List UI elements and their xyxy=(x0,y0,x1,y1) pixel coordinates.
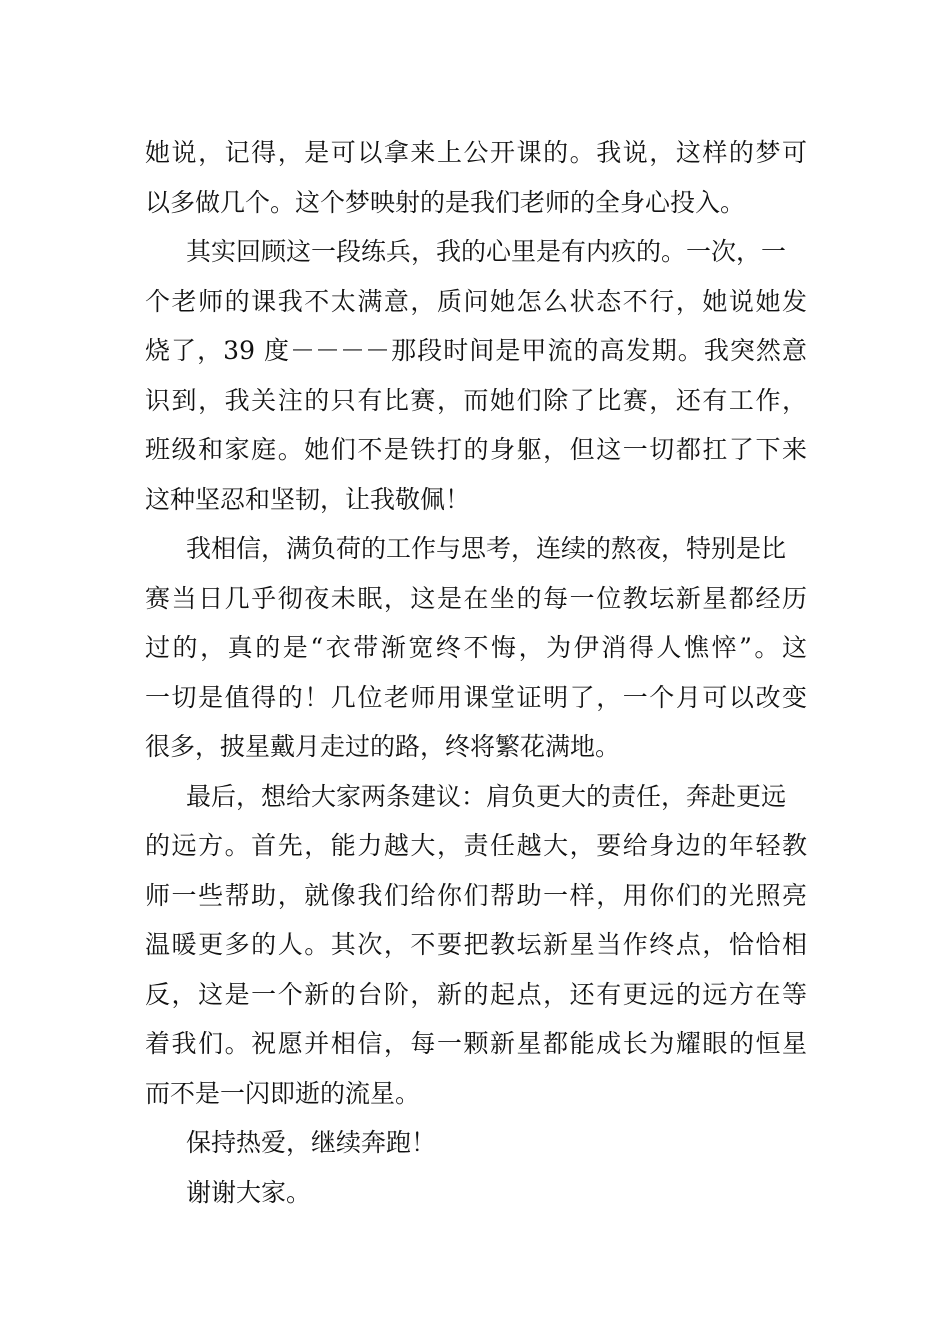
text-line: 这种坚忍和坚韧，让我敬佩！ xyxy=(145,484,471,514)
text-line: 班级和家庭。她们不是铁打的身躯，但这一切都扛了下来 xyxy=(145,435,807,464)
text-line: 我相信，满负荷的工作与思考，连续的熬夜，特别是比 xyxy=(186,534,787,563)
text-line: 师一些帮助，就像我们给你们帮助一样，用你们的光照亮 xyxy=(145,880,807,910)
text-line: 其实回顾这一段练兵，我的心里是有内疚的。一次，一 xyxy=(186,237,787,266)
text-line: 她说，记得，是可以拿来上公开课的。我说，这样的梦可 xyxy=(145,138,807,167)
text-line: 以多做几个。这个梦映射的是我们老师的全身心投入。 xyxy=(145,187,746,217)
document-body xyxy=(145,128,807,1217)
text-line: 赛当日几乎彻夜未眠，这是在坐的每一位教坛新星都经历 xyxy=(145,583,807,613)
text-line: 识到，我关注的只有比赛，而她们除了比赛，还有工作， xyxy=(145,385,807,415)
text-line: 温暖更多的人。其次，不要把教坛新星当作终点，恰恰相 xyxy=(145,930,807,959)
text-line: 最后，想给大家两条建议：肩负更大的责任，奔赴更远 xyxy=(186,781,787,811)
text-line: 一切是值得的！几位老师用课堂证明了，一个月可以改变 xyxy=(145,682,807,712)
text-line: 反，这是一个新的台阶，新的起点，还有更远的远方在等 xyxy=(145,979,807,1009)
text-line: 保持热爱，继续奔跑！ xyxy=(186,1128,437,1157)
text-line: 的远方。首先，能力越大，责任越大，要给身边的年轻教 xyxy=(145,831,807,860)
text-line: 个老师的课我不太满意，质问她怎么状态不行，她说她发 xyxy=(145,286,807,316)
text-line: 很多，披星戴月走过的路，终将繁花满地。 xyxy=(145,732,621,761)
text-line: 而不是一闪即逝的流星。 xyxy=(145,1078,421,1108)
text-line: 烧了，39 度－－－－那段时间是甲流的高发期。我突然意 xyxy=(145,336,807,365)
text-line: 谢谢大家。 xyxy=(186,1177,312,1207)
text-line: 过的，真的是“衣带渐宽终不悔，为伊消得人憔悴”。这 xyxy=(145,633,807,662)
text-line: 着我们。祝愿并相信，每一颗新星都能成长为耀眼的恒星 xyxy=(145,1029,807,1058)
